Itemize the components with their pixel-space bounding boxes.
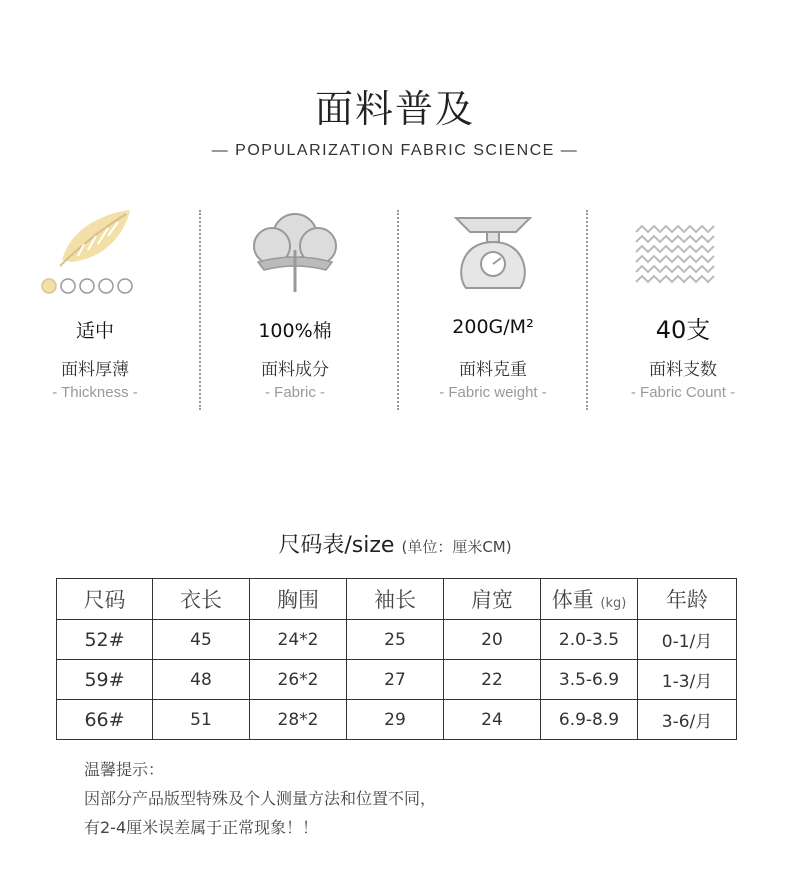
feature-thickness (0, 200, 190, 415)
table-cell: 27 (347, 660, 444, 700)
note-heading: 温馨提示： (84, 760, 165, 779)
table-cell: 24*2 (250, 620, 347, 660)
fabric-label: 面料成分 (261, 360, 329, 380)
table-cell: 26*2 (250, 660, 347, 700)
fabric-en-label: - Fabric - (265, 384, 325, 401)
size-chart-title (0, 528, 790, 559)
feature-count (588, 200, 778, 415)
table-cell: 2.0-3.5 (541, 620, 638, 660)
table-cell: 28*2 (250, 700, 347, 740)
table-cell: 59# (57, 660, 153, 700)
reminder-note (84, 755, 436, 842)
header-weight (541, 579, 638, 620)
header-age: 年龄 (638, 579, 737, 620)
table-cell: 3-6/月 (638, 700, 737, 740)
table-cell: 25 (347, 620, 444, 660)
table-cell: 22 (444, 660, 541, 700)
thickness-value: 适中 (75, 320, 114, 342)
header-shoulder: 肩宽 (444, 579, 541, 620)
table-row (57, 620, 737, 660)
table-cell: 29 (347, 700, 444, 740)
cotton-icon (200, 200, 390, 300)
table-cell: 6.9-8.9 (541, 700, 638, 740)
table-cell: 48 (153, 660, 250, 700)
header-size: 尺码 (57, 579, 153, 620)
weight-label: 面料克重 (459, 360, 527, 380)
rating-dot (80, 279, 94, 293)
table-cell: 52# (57, 620, 153, 660)
table-cell: 24 (444, 700, 541, 740)
table-cell: 51 (153, 700, 250, 740)
count-label: 面料支数 (649, 360, 717, 380)
rating-dot (99, 279, 113, 293)
size-table (56, 578, 737, 740)
table-header-row (57, 579, 737, 620)
header-sleeve: 袖长 (347, 579, 444, 620)
table-cell: 45 (153, 620, 250, 660)
scale-icon (398, 200, 588, 300)
feature-weight (398, 200, 588, 415)
note-line-2: 有2-4厘米误差属于正常现象！！ (84, 818, 319, 837)
page-title: 面料普及 (314, 87, 475, 131)
table-cell: 0-1/月 (638, 620, 737, 660)
header-chest: 胸围 (250, 579, 347, 620)
feather-icon (0, 200, 190, 300)
fabric-value: 100%棉 (258, 320, 332, 342)
page-subtitle: — POPULARIZATION FABRIC SCIENCE — (211, 142, 579, 159)
fabric-features (0, 200, 790, 415)
rating-dot (118, 279, 132, 293)
table-cell: 20 (444, 620, 541, 660)
header-weight-label: 体重 (551, 588, 594, 612)
header-weight-unit: (kg) (600, 596, 627, 611)
note-line-1: 因部分产品版型特殊及个人测量方法和位置不同， (84, 789, 437, 808)
header-length: 衣长 (153, 579, 250, 620)
weight-en-label: - Fabric weight - (439, 384, 547, 401)
table-cell: 1-3/月 (638, 660, 737, 700)
thickness-en-label: - Thickness - (52, 384, 138, 401)
count-en-label: - Fabric Count - (630, 384, 736, 401)
weight-value: 200G/M² (452, 316, 534, 338)
rating-dot (42, 279, 56, 293)
thickness-label: 面料厚薄 (61, 360, 129, 380)
table-cell: 66# (57, 700, 153, 740)
weave-icon (588, 200, 778, 300)
size-chart-unit: (单位：厘米CM) (401, 538, 512, 556)
table-cell: 3.5-6.9 (541, 660, 638, 700)
count-value: 40支 (655, 316, 711, 344)
rating-dot (61, 279, 75, 293)
table-row (57, 660, 737, 700)
feature-fabric (200, 200, 390, 415)
table-row (57, 700, 737, 740)
size-chart-title-text: 尺码表/size (278, 533, 395, 558)
